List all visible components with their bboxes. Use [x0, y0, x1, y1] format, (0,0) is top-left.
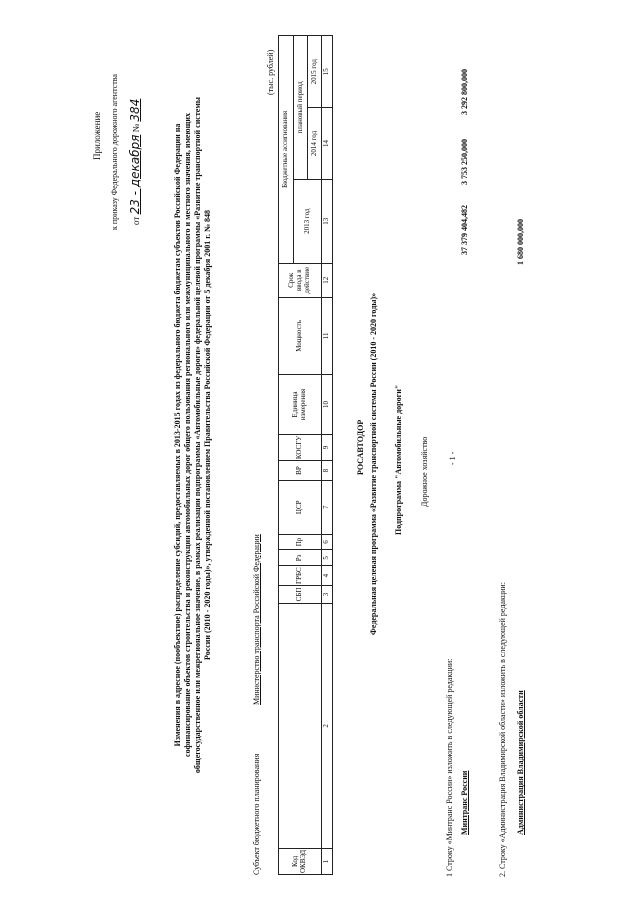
col-deadline-header: Срок ввода в действие [279, 263, 322, 297]
subject-label: Субъект бюджетного планирования [252, 753, 261, 875]
col-number: 14 [322, 108, 333, 179]
item-1-org: Минтранс России [460, 770, 469, 835]
appendix-date-line [128, 99, 142, 225]
heading-line-2: софинансирование объектов строительства и реконструкции автомобильных дорог общего пользования регионального или межмуниципального и местного значения, имеющих [183, 113, 192, 757]
allocation-table [278, 35, 333, 875]
units-note: (тыс. рублей) [266, 49, 275, 95]
col-number: 8 [322, 461, 333, 481]
col-number: 2 [322, 603, 333, 848]
page-number: - 1 - [448, 451, 457, 465]
heading-line-1: Изменения в адресное (пообъектное) распределение субсидий, предоставляемых в 2013-2015 годах из федерального бюджета бюджетам субъектов Российской Федерации на [173, 123, 182, 747]
program-name: Федеральная целевая программа «Развитие транспортной системы России (2010 - 2020 годы)» [369, 292, 378, 635]
col-code-header: Код ОКВЭД [279, 848, 322, 874]
number-handwritten: 384 [128, 98, 142, 122]
subject-value: Министерство транспорта Российской Федерации [252, 534, 261, 705]
item-2-value-2013: 1 680 000,000 [516, 219, 525, 265]
col-name-header [279, 603, 322, 848]
col-number: 10 [322, 375, 333, 435]
col-2013-header: 2013 год [294, 179, 322, 263]
col-budget-header: Бюджетные ассигнования [279, 36, 294, 264]
col-number: 9 [322, 434, 333, 460]
heading-line-3: общегосударственное или межрегиональное значение, в рамках реализации подпрограммы «Автомобильные дороги» федеральной целевой программы «Развитие транспортной системы [193, 96, 202, 774]
col-plan-header: плановый период [294, 36, 308, 180]
col-number: 5 [322, 550, 333, 566]
col-number: 1 [322, 848, 333, 874]
col-number: 4 [322, 566, 333, 586]
col-2014-header: 2014 год [308, 108, 322, 179]
number-sign: № [131, 123, 141, 133]
date-handwritten: 23 - декабря [128, 134, 142, 215]
col-kosgu-header: КОСГУ [279, 434, 322, 460]
item-1-value-2013: 37 379 404,482 [460, 205, 469, 255]
date-prefix: от [131, 216, 141, 225]
col-csr-header: ЦСР [279, 481, 322, 535]
col-sbp-header: СБП [279, 585, 322, 603]
col-grbs-header: ГРБС [279, 566, 322, 586]
col-power-header: Мощность [279, 297, 322, 374]
col-number: 12 [322, 263, 333, 297]
item-1-value-2015: 3 292 800,000 [460, 69, 469, 115]
appendix-title: Приложение [92, 111, 102, 160]
col-number: 11 [322, 297, 333, 374]
subprogram-name: Подпрограмма "Автомобильные дороги" [394, 384, 403, 535]
col-number: 13 [322, 179, 333, 263]
item-1-text: 1 Строку «Минтранс России» изложить в следующей редакции: [445, 658, 454, 877]
item-1-value-2014: 3 753 250,000 [460, 139, 469, 185]
col-2015-header: 2015 год [308, 36, 322, 108]
item-2-text: 2. Строку «Администрация Владимирской области» изложить в следующей редакции: [498, 582, 507, 877]
heading-line-4: России (2010 - 2020 годы)», утвержденной постановлением Правительства Российской Федерации от 5 декабря 2001 г. № 848 [203, 210, 212, 660]
col-vr-header: ВР [279, 461, 322, 481]
appendix-order-line: к приказу Федерального дорожного агентства [110, 74, 119, 230]
sector-name: Дорожное хозяйство [420, 436, 429, 507]
org-name: РОСАВТОДОР [356, 419, 365, 475]
col-unit-header: Единица измерения [279, 375, 322, 435]
col-number: 3 [322, 585, 333, 603]
col-number: 15 [322, 36, 333, 108]
col-pr-header: Пр [279, 534, 322, 550]
col-number: 7 [322, 481, 333, 535]
col-rz-header: Рз [279, 550, 322, 566]
col-number: 6 [322, 534, 333, 550]
item-2-org: Администрация Владимирской области [516, 690, 525, 835]
